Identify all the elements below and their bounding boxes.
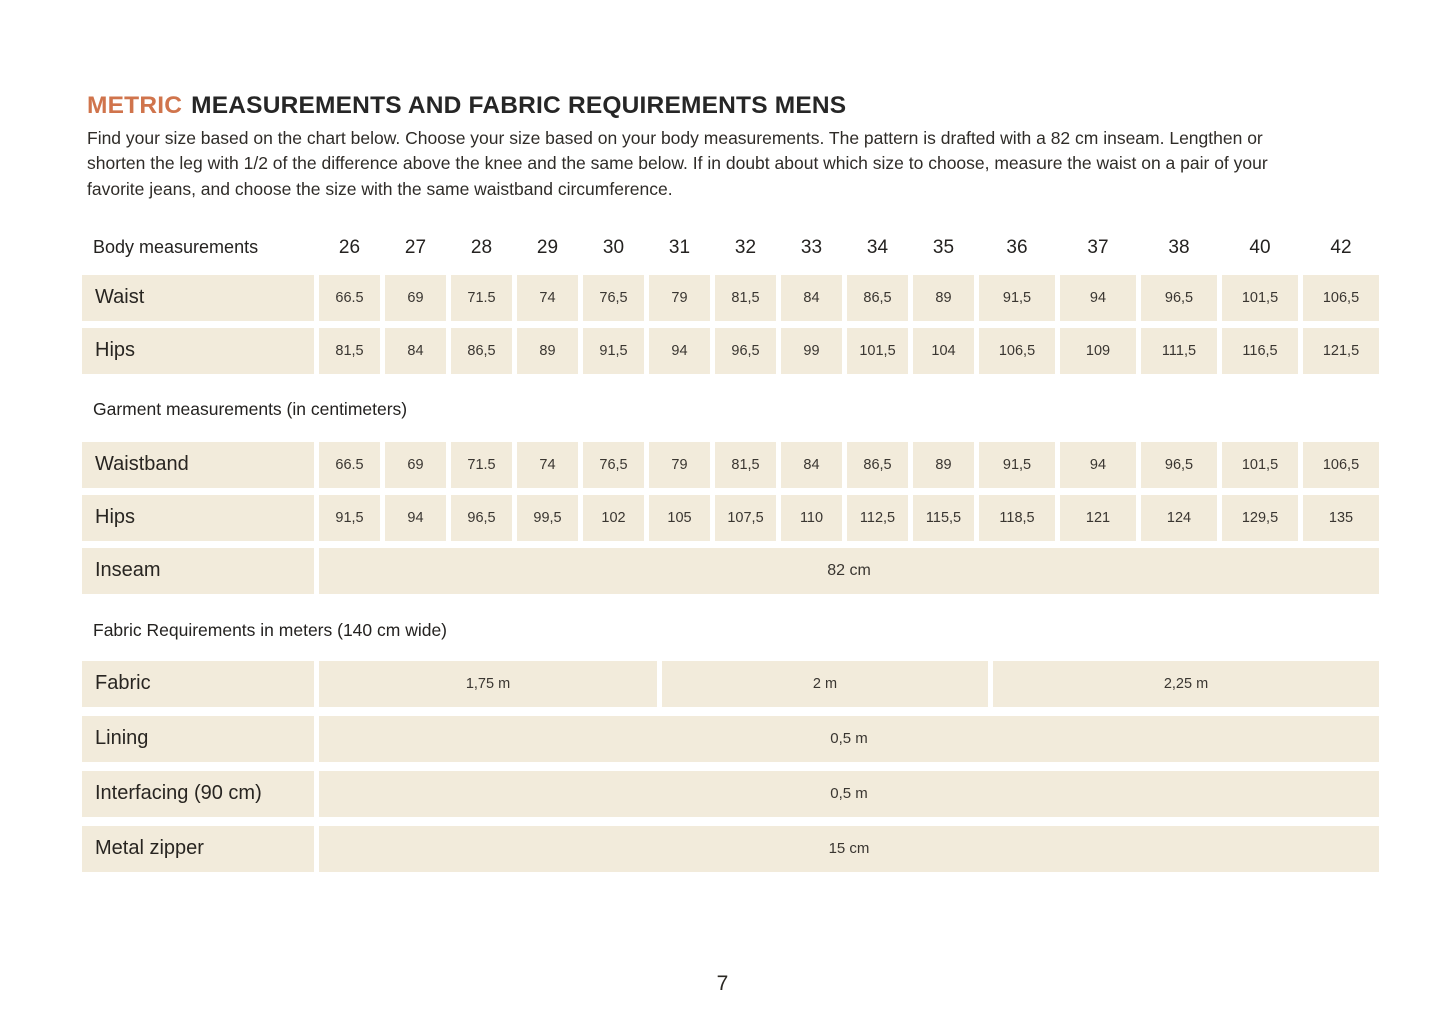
measurement-cell: 94: [649, 328, 710, 374]
measurement-cell: 135: [1303, 495, 1379, 541]
measurement-cell: 106,5: [979, 328, 1055, 374]
size-column-header: 29: [536, 236, 559, 258]
size-column-header: 35: [932, 236, 955, 258]
measurement-cell: 116,5: [1222, 328, 1298, 374]
measurement-cell: 91,5: [979, 442, 1055, 488]
measurement-cell: 69: [385, 275, 446, 321]
page-title-accent: METRIC: [87, 92, 183, 119]
measurement-cell: 121: [1060, 495, 1136, 541]
measurement-cell: 101,5: [1222, 275, 1298, 321]
measurement-cell: 76,5: [583, 442, 644, 488]
row-label: Waist: [82, 275, 314, 321]
measurement-cell: 96,5: [1141, 275, 1217, 321]
body-measurements-table: [82, 228, 1379, 374]
measurement-cell: 112,5: [847, 495, 908, 541]
page-title-rest: MEASUREMENTS AND FABRIC REQUIREMENTS MENS: [191, 92, 847, 119]
garment-section-title: Garment measurements (in centimeters): [93, 398, 408, 419]
measurement-cell: 106,5: [1303, 275, 1379, 321]
measurement-cell: 94: [385, 495, 446, 541]
size-column-header: 32: [734, 236, 757, 258]
measurement-cell: 89: [913, 275, 974, 321]
measurement-cell: 118,5: [979, 495, 1055, 541]
measurement-cell: 96,5: [451, 495, 512, 541]
body-measurements-header-label: Body measurements: [93, 237, 259, 258]
measurement-cell: 81,5: [715, 442, 776, 488]
measurement-cell: 66.5: [319, 442, 380, 488]
measurement-cell: 104: [913, 328, 974, 374]
fabric-value-cell: 15 cm: [319, 826, 1379, 872]
size-column-header: 37: [1087, 236, 1109, 258]
row-label: Waistband: [82, 442, 314, 488]
measurement-cell: 96,5: [715, 328, 776, 374]
size-column-header: 30: [602, 236, 625, 258]
fabric-value-cell: 2 m: [662, 661, 988, 707]
measurement-cell: 121,5: [1303, 328, 1379, 374]
measurement-cell: 96,5: [1141, 442, 1217, 488]
measurement-cell: 81,5: [319, 328, 380, 374]
size-column-header: 26: [338, 236, 361, 258]
measurement-cell: 74: [517, 442, 578, 488]
measurement-cell: 69: [385, 442, 446, 488]
row-label: Inseam: [82, 548, 314, 594]
measurement-cell: 79: [649, 442, 710, 488]
measurement-cell: 110: [781, 495, 842, 541]
row-label: Lining: [82, 716, 314, 762]
size-column-header: 34: [866, 236, 889, 258]
measurement-cell: 109: [1060, 328, 1136, 374]
measurement-cell: 99: [781, 328, 842, 374]
measurement-cell: 129,5: [1222, 495, 1298, 541]
row-label: Interfacing (90 cm): [82, 771, 314, 817]
size-column-header: 33: [800, 236, 823, 258]
fabric-value-cell: 1,75 m: [319, 661, 657, 707]
size-column-header: 27: [404, 236, 427, 258]
measurement-cell: 71.5: [451, 442, 512, 488]
measurement-cell: 89: [517, 328, 578, 374]
measurement-cell: 124: [1141, 495, 1217, 541]
measurement-cell: 102: [583, 495, 644, 541]
measurement-cell: 76,5: [583, 275, 644, 321]
measurement-cell: 86,5: [451, 328, 512, 374]
measurement-cell: 94: [1060, 442, 1136, 488]
size-column-header: 28: [470, 236, 493, 258]
page-content: [82, 92, 1379, 872]
measurement-cell: 79: [649, 275, 710, 321]
measurement-cell: 84: [781, 442, 842, 488]
measurement-cell: 94: [1060, 275, 1136, 321]
measurement-cell: 91,5: [319, 495, 380, 541]
measurement-cell: 91,5: [583, 328, 644, 374]
measurement-cell: 111,5: [1141, 328, 1217, 374]
measurement-cell: 84: [781, 275, 842, 321]
inseam-value-cell: 82 cm: [319, 548, 1379, 594]
fabric-value-cell: 0,5 m: [319, 716, 1379, 762]
measurement-cell: 105: [649, 495, 710, 541]
measurement-cell: 101,5: [847, 328, 908, 374]
measurement-cell: 74: [517, 275, 578, 321]
measurement-cell: 71.5: [451, 275, 512, 321]
row-label: Hips: [82, 495, 314, 541]
measurement-cell: 86,5: [847, 275, 908, 321]
row-label: Metal zipper: [82, 826, 314, 872]
measurement-cell: 107,5: [715, 495, 776, 541]
measurement-cell: 81,5: [715, 275, 776, 321]
measurement-cell: 84: [385, 328, 446, 374]
measurement-cell: 86,5: [847, 442, 908, 488]
page-number: 7: [716, 972, 729, 995]
size-column-header: 42: [1330, 236, 1352, 258]
garment-measurements-table: [82, 442, 1379, 594]
measurement-cell: 101,5: [1222, 442, 1298, 488]
size-column-header: 31: [668, 236, 691, 258]
size-column-header: 40: [1249, 236, 1271, 258]
measurement-cell: 91,5: [979, 275, 1055, 321]
row-label: Hips: [82, 328, 314, 374]
size-column-header: 36: [1006, 236, 1028, 258]
measurement-cell: 66.5: [319, 275, 380, 321]
fabric-requirements-table: [82, 661, 1379, 872]
fabric-section-title: Fabric Requirements in meters (140 cm wide): [93, 619, 448, 640]
measurement-cell: 106,5: [1303, 442, 1379, 488]
intro-paragraph: Find your size based on the chart below. Choose your size based on your body measurements. The pattern is drafted with a 82 cm inseam. Lengthen or shorten the leg with 1/2 of the difference above the knee and the same below. If in doubt about which size to choose, measure the waist on a pair of your favorite jeans, and choose the size with the same waistband circumference.: [87, 128, 1268, 199]
measurement-cell: 115,5: [913, 495, 974, 541]
measurement-cell: 89: [913, 442, 974, 488]
fabric-value-cell: 0,5 m: [319, 771, 1379, 817]
fabric-value-cell: 2,25 m: [993, 661, 1379, 707]
size-column-header: 38: [1168, 236, 1190, 258]
row-label: Fabric: [82, 661, 314, 707]
page-title: [87, 92, 1379, 120]
measurement-cell: 99,5: [517, 495, 578, 541]
